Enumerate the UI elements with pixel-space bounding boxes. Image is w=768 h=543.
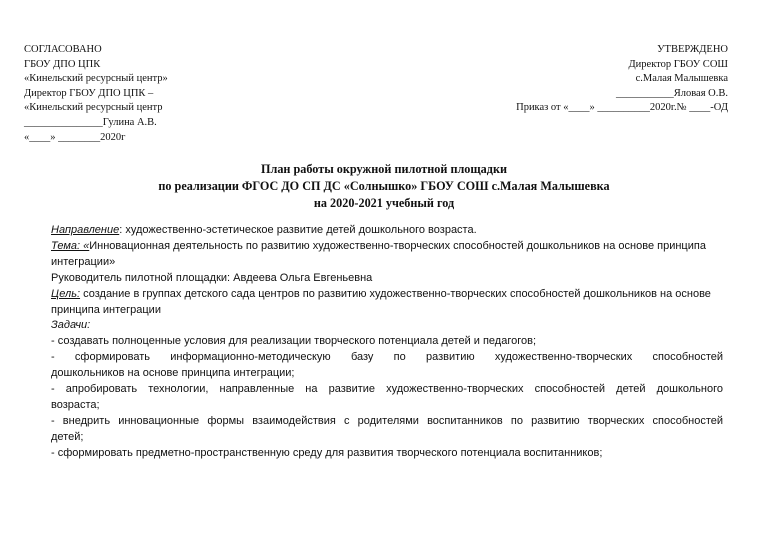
task-item: - сформировать предметно-пространственную среду для развития творческого потенциала воспитанников; [51, 446, 603, 459]
agreed-heading: СОГЛАСОВАНО [24, 44, 102, 55]
approved-signature: ___________Яловая О.В. [615, 87, 728, 99]
title-line-2: по реализации ФГОС ДО СП ДС «Солнышко» ГБОУ СОШ с.Малая Малышевка [158, 179, 610, 193]
direction-text: : художественно-эстетическое развитие детей дошкольного возраста. [119, 224, 477, 236]
goal-label: Цель: [51, 287, 81, 300]
task-item: - апробировать технологии, направленные на развитие художественно-творческих способностей детей дошкольного [51, 383, 723, 396]
task-item-continuation: дошкольников на основе принципа интеграции; [51, 367, 295, 380]
title-line-3: на 2020-2021 учебный год [313, 196, 455, 210]
document-body [51, 223, 723, 462]
task-item-continuation: детей; [51, 430, 84, 443]
title-line-1: План работы окружной пилотной площадки [261, 162, 507, 176]
tasks-label: Задачи: [51, 319, 91, 332]
approved-village: с.Малая Малышевка [635, 73, 728, 85]
task-item: - создавать полноценные условия для реализации творческого потенциала детей и педагогов; [51, 335, 537, 348]
approval-block-approved [398, 43, 728, 116]
leader-paragraph: Руководитель пилотной площадки: Авдеева Ольга Евгеньевна [51, 271, 373, 284]
approval-block-agreed [24, 43, 354, 145]
task-item-continuation: возраста; [51, 398, 100, 411]
task-item: - сформировать информационно-методическую базу по развитию художественно-творческих способностей [51, 351, 723, 364]
agreed-org: ГБОУ ДПО ЦПК [24, 58, 101, 70]
task-item: - внедрить инновационные формы взаимодействия с родителями воспитанников по развитию творческих способностей [51, 414, 723, 427]
goal-text: создание в группах детского сада центров по развитию художественно-творческих способностей дошкольников на основе принципа интеграции [51, 287, 711, 316]
approved-order: Приказ от «____» __________2020г.№ ____-ОД [516, 102, 728, 114]
agreed-director: Директор ГБОУ ДПО ЦПК – [24, 87, 154, 99]
direction-label: Направление [51, 224, 120, 236]
agreed-date: «____» ________2020г [24, 131, 126, 143]
theme-label: Тема: « [51, 239, 90, 252]
direction-paragraph [51, 223, 723, 239]
agreed-center: «Кинельский ресурсный центр» [24, 73, 168, 85]
document-title [0, 161, 768, 212]
theme-paragraph [51, 239, 723, 271]
approved-director: Директор ГБОУ СОШ [628, 58, 728, 70]
goal-paragraph [51, 287, 723, 319]
approved-heading: УТВЕРЖДЕНО [657, 44, 728, 55]
agreed-center-2: «Кинельский ресурсный центр [24, 102, 163, 114]
theme-text: Инновационная деятельность по развитию художественно-творческих способностей дошкольников на основе принципа интеграции» [51, 239, 706, 268]
agreed-signature: _______________Гулина А.В. [24, 116, 157, 128]
